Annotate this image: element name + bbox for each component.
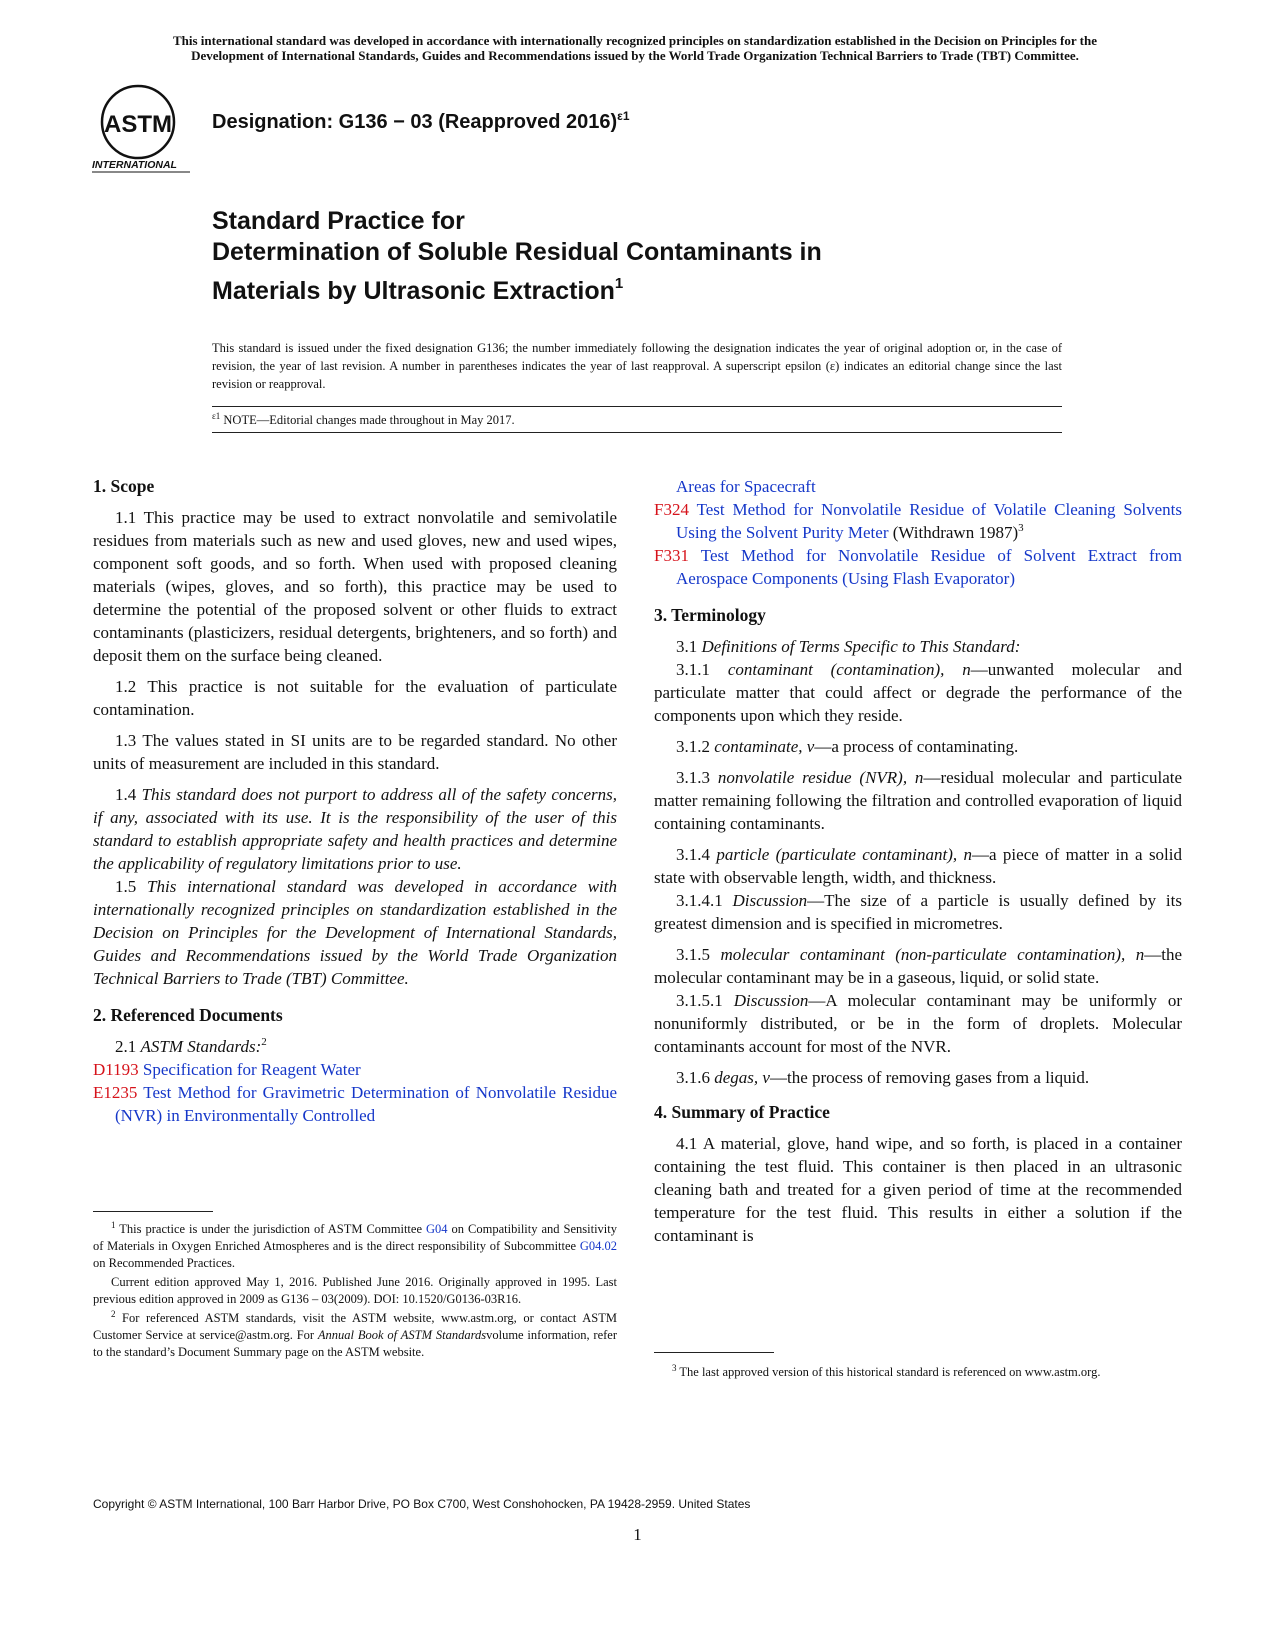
definition-text: —unwanted molecular and particulate matter that could affect or degrade the performance of the components upon which they reside. bbox=[654, 660, 1183, 725]
reference-code[interactable]: D1193 bbox=[93, 1060, 139, 1079]
footnote-text: This practice is under the jurisdiction of ASTM Committee bbox=[115, 1222, 427, 1236]
reference-title[interactable]: Test Method for Nonvolatile Residue of Solvent Extract from Aerospace Components (Using Flash Evaporator) bbox=[676, 546, 1182, 588]
reference-item[interactable] bbox=[93, 1081, 617, 1127]
logo-text: ASTM bbox=[104, 111, 172, 138]
reference-code[interactable]: F331 bbox=[654, 546, 689, 565]
reference-item[interactable] bbox=[654, 498, 1182, 544]
footnote-1 bbox=[93, 1221, 617, 1272]
footnote-marker[interactable]: 2 bbox=[261, 1036, 267, 1048]
issuance-statement: This standard is issued under the fixed designation G136; the number immediately following the designation indicates the year of original adoption or, in the case of revision, the year of last revision. A number in parentheses indicates the year of last reapproval. A superscript epsilon (ε) indicates an editorial change since the last revision or reapproval. bbox=[212, 341, 1062, 391]
reference-title[interactable]: Areas for Spacecraft bbox=[676, 477, 816, 496]
editorial-text: NOTE—Editorial changes made throughout in May 2017. bbox=[220, 413, 515, 427]
footnote-divider bbox=[654, 1352, 774, 1353]
paragraph-number: 3.1.1 bbox=[676, 660, 728, 679]
right-column bbox=[654, 475, 1182, 1255]
editorial-note bbox=[212, 411, 515, 428]
definition-text: —residual molecular and particulate matter remaining following the filtration and controlled evaporation of liquid containing contaminants. bbox=[654, 768, 1183, 833]
footnote-text: on Recommended Practices. bbox=[93, 1256, 235, 1270]
divider bbox=[212, 432, 1062, 433]
paragraph-4-1: 4.1 A material, glove, hand wipe, and so forth, is placed in a container containing the test fluid. This container is then placed in an ultrasonic cleaning bath and treated for a given period of time at the recommended temperature for the test fluid. This results in either a solution if the contaminant is bbox=[654, 1134, 1182, 1245]
section-heading-summary: 4. Summary of Practice bbox=[654, 1102, 830, 1122]
definition-3-1-5 bbox=[654, 943, 1182, 989]
paragraph-number: 3.1.5 bbox=[676, 945, 721, 964]
paragraph-number: 3.1 bbox=[676, 637, 702, 656]
definition-3-1-3 bbox=[654, 766, 1182, 835]
committee-link[interactable]: G04 bbox=[426, 1222, 448, 1236]
definition-text: —the process of removing gases from a liquid. bbox=[769, 1068, 1090, 1087]
definition-text: —The size of a particle is usually defined by its greatest dimension and is specified in micrometres. bbox=[654, 891, 1182, 933]
footnote-text: The last approved version of this historical standard is referenced on www.astm.org. bbox=[676, 1365, 1101, 1379]
editorial-sup: ε1 bbox=[212, 411, 221, 421]
designation-text: Designation: G136 − 03 (Reapproved 2016) bbox=[212, 111, 618, 133]
paragraph-number: 1.5 bbox=[115, 877, 148, 896]
footnote-text: For referenced ASTM standards, visit the ASTM website, www.astm.org, or contact ASTM Customer Service at service@astm.org. For bbox=[93, 1311, 617, 1342]
defined-term: molecular contaminant (non-particulate contamination), n bbox=[720, 945, 1145, 964]
paragraph-1-5 bbox=[93, 875, 617, 990]
paragraph-1-4 bbox=[93, 783, 617, 875]
definition-text: —a process of contaminating. bbox=[814, 737, 1019, 756]
top-notice bbox=[80, 33, 1190, 63]
designation-sup: ε1 bbox=[617, 109, 630, 123]
paragraph-number: 3.1.6 bbox=[676, 1068, 715, 1087]
paragraph-text: This standard does not purport to address all of the safety concerns, if any, associated with its use. It is the responsibility of the user of this standard to establish appropriate safety and health practices and determine the applicability of regulatory limitations prior to use. bbox=[93, 785, 617, 873]
defined-term: contaminant (contamination), n bbox=[727, 660, 971, 679]
divider bbox=[212, 406, 1062, 407]
footnotes-right bbox=[654, 1364, 1182, 1383]
definition-3-1-6 bbox=[654, 1066, 1182, 1089]
footnote-3 bbox=[654, 1364, 1182, 1381]
footnote-number: 3 bbox=[672, 1363, 677, 1373]
footnote-number: 2 bbox=[111, 1309, 116, 1319]
section-heading-referenced: 2. Referenced Documents bbox=[93, 1005, 283, 1025]
paragraph-3-1 bbox=[654, 635, 1182, 658]
reference-title[interactable]: Test Method for Nonvolatile Residue of Volatile Cleaning Solvents Using the Solvent Purity Meter bbox=[676, 500, 1182, 542]
paragraph-number: 2.1 bbox=[115, 1037, 141, 1056]
title-sup: 1 bbox=[614, 275, 624, 292]
footnote-divider bbox=[93, 1211, 213, 1212]
reference-title[interactable]: Specification for Reagent Water bbox=[138, 1060, 361, 1079]
definition-3-1-4-1 bbox=[654, 889, 1182, 935]
designation bbox=[212, 109, 630, 134]
paragraph-1-1: 1.1 This practice may be used to extract nonvolatile and semivolatile residues from materials such as new and used gloves, new and used wipes, component soft goods, and so forth. When used with proposed cleaning materials (wipes, gloves, and so forth), this practice may be used to determine the potential of the proposed solvent or other fluids to extract contaminants (plasticizers, residual detergents, brighteners, and so forth) and deposit them on the surface being cleaned. bbox=[93, 508, 617, 665]
section-heading-terminology: 3. Terminology bbox=[654, 605, 766, 625]
footnote-text-italic: Annual Book of ASTM Standards bbox=[317, 1328, 487, 1342]
reference-note: (Withdrawn 1987) bbox=[888, 523, 1019, 542]
paragraph-number: 3.1.4 bbox=[676, 845, 717, 864]
subcommittee-link[interactable]: G04.02 bbox=[579, 1239, 617, 1253]
defined-term: Discussion bbox=[733, 991, 809, 1010]
title-line1: Standard Practice for bbox=[212, 207, 465, 235]
defined-term: degas, v bbox=[714, 1068, 770, 1087]
definition-text: —the molecular contaminant may be in a gaseous, liquid, or solid state. bbox=[654, 945, 1183, 987]
reference-item-continued[interactable] bbox=[654, 475, 1182, 498]
top-notice-line1: This international standard was developed in accordance with internationally recognized principles on standardization established in the Decision on Principles for the bbox=[172, 33, 1097, 48]
left-column bbox=[93, 475, 617, 1127]
footnote-number: 1 bbox=[111, 1220, 116, 1230]
definition-3-1-5-1 bbox=[654, 989, 1182, 1058]
definition-3-1-2 bbox=[654, 735, 1182, 758]
logo-caption: INTERNATIONAL bbox=[92, 159, 177, 171]
defined-term: contaminate, v bbox=[714, 737, 815, 756]
astm-logo bbox=[90, 82, 194, 178]
section-heading-scope: 1. Scope bbox=[93, 476, 155, 496]
reference-title[interactable]: Test Method for Gravimetric Determination of Nonvolatile Residue (NVR) in Environmentally Controlled bbox=[115, 1083, 617, 1125]
paragraph-number: 3.1.5.1 bbox=[676, 991, 734, 1010]
definition-3-1-1 bbox=[654, 658, 1182, 727]
document-title bbox=[212, 206, 1112, 307]
footnote-text: volume information, refer to the standard’s Document Summary page on the ASTM website. bbox=[93, 1328, 618, 1359]
paragraph-number: 3.1.2 bbox=[676, 737, 715, 756]
reference-code[interactable]: E1235 bbox=[93, 1083, 138, 1102]
reference-item[interactable] bbox=[654, 544, 1182, 590]
definition-text: —a piece of matter in a solid state with observable length, width, and thickness. bbox=[654, 845, 1183, 887]
reference-code[interactable]: F324 bbox=[654, 500, 689, 519]
paragraph-text: Definitions of Terms Specific to This Standard: bbox=[701, 637, 1021, 656]
paragraph-1-2: 1.2 This practice is not suitable for the evaluation of particulate contamination. bbox=[93, 677, 617, 719]
page-number: 1 bbox=[633, 1525, 642, 1544]
title-line3: Materials by Ultrasonic Extraction bbox=[212, 277, 615, 305]
definition-3-1-4 bbox=[654, 843, 1182, 889]
reference-item[interactable] bbox=[93, 1058, 617, 1081]
paragraph-1-3: 1.3 The values stated in SI units are to be regarded standard. No other units of measurement are included in this standard. bbox=[93, 731, 617, 773]
copyright-line: Copyright © ASTM International, 100 Barr Harbor Drive, PO Box C700, West Conshohocken, PA 19428-2959. United States bbox=[93, 1497, 751, 1511]
paragraph-text: This international standard was developed in accordance with internationally recognized principles on standardization established in the Decision on Principles for the Development of International Standards, Guides and Recommendations issued by the World Trade Organization Technical Barriers to Trade (TBT) Committee. bbox=[93, 877, 617, 988]
footnotes-left bbox=[93, 1221, 617, 1363]
footnote-text: on Compatibility and Sensitivity of Materials in Oxygen Enriched Atmospheres and is the direct responsibility of Subcommittee bbox=[93, 1222, 617, 1253]
paragraph-number: 3.1.3 bbox=[676, 768, 718, 787]
footnote-2 bbox=[93, 1310, 617, 1361]
paragraph-number: 1.4 bbox=[115, 785, 142, 804]
footnote-marker[interactable]: 3 bbox=[1018, 522, 1024, 534]
paragraph-number: 3.1.4.1 bbox=[676, 891, 733, 910]
astm-logo-icon bbox=[90, 82, 194, 178]
defined-term: nonvolatile residue (NVR), n bbox=[717, 768, 924, 787]
footnote-edition: Current edition approved May 1, 2016. Published June 2016. Originally approved in 1995. Last previous edition approved in 2009 as G136 – 03(2009). DOI: 10.1520/G0136-03R16. bbox=[93, 1275, 617, 1306]
top-notice-line2: Development of International Standards, Guides and Recommendations issued by the World Trade Organization Technical Barriers to Trade (TBT) Committee. bbox=[191, 48, 1079, 63]
definition-text: —A molecular contaminant may be uniformly or nonuniformly distributed, or be in the form of droplets. Molecular contaminants account for most of the NVR. bbox=[654, 991, 1182, 1056]
paragraph-text: ASTM Standards: bbox=[140, 1037, 262, 1056]
title-line2: Determination of Soluble Residual Contaminants in bbox=[212, 238, 822, 266]
defined-term: Discussion bbox=[732, 891, 808, 910]
paragraph-2-1 bbox=[93, 1035, 617, 1058]
defined-term: particle (particulate contaminant), n bbox=[716, 845, 973, 864]
